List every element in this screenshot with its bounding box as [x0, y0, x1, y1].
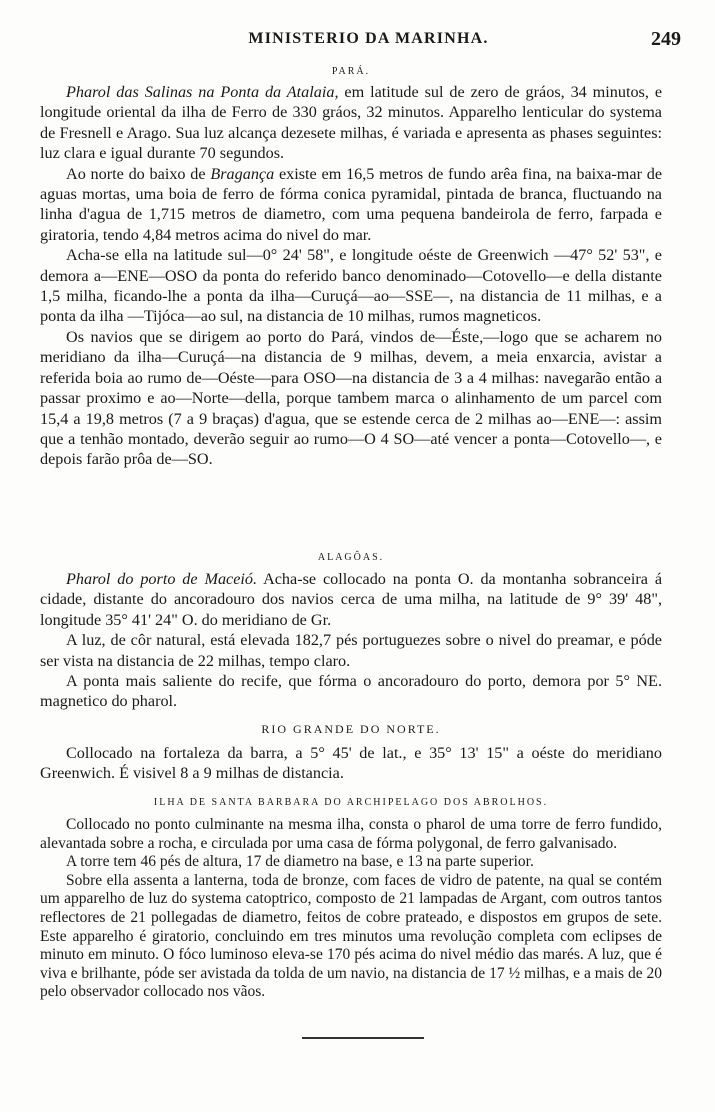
paragraph: Sobre ella assenta a lanterna, toda de bronze, com faces de vidro de patente, na qual se contém um apparelho de luz do systema catoptrico, composto de 21 lampadas de Argant, com outros tantos reflectores de 21 pollegadas de diametro, feitos de cobre prateado, e dispostos em grupos de sete. Este apparelho é giratorio, concluindo em tres minutos uma revolução completa com eclipses de minuto em minuto. O fóco luminoso eleva-se 170 pés acima do nivel médio das marés. A luz, que é viva e brilhante, póde ser avistada da tolda de um navio, na distancia de 17 ½ milhas, e a mais de 20 pelo observador collocado nos vãos. [40, 871, 662, 1001]
paragraph: Pharol das Salinas na Ponta da Atalaia, em latitude sul de zero de gráos, 34 minutos, e longitude oriental da ilha de Ferro de 330 gráos, 32 minutos. Apparelho lenticular do systema de Fresnell e Arago. Sua luz alcança dezesete milhas, é variada e apresenta as phases seguintes: luz clara e igual durante 70 segundos. [40, 83, 663, 163]
lighthouse-name: Pharol das Salinas na Ponta da Atalaia, [66, 83, 339, 101]
lighthouse-name: Pharol do porto de Maceió. [66, 570, 258, 588]
section-rio-grande [40, 722, 662, 784]
running-title: MINISTERIO DA MARINHA. [248, 30, 489, 47]
paragraph: Pharol do porto de Maceió. Acha-se collocado na ponta O. da montanha sobranceira á cidade, distante do ancoradouro dos navios cerca de uma milha, na latitude de 9° 39' 48", longitude 35° 41' 24" O. do meridiano de Gr. [40, 570, 663, 629]
section-title-alagoas: ALAGÔAS. [317, 552, 385, 563]
place-name: Bragança [210, 164, 275, 183]
closing-rule [302, 1037, 424, 1039]
section-title-rio-grande: RIO GRANDE DO NORTE. [261, 722, 441, 736]
page-number: 249 [651, 28, 681, 50]
paragraph: A luz, de côr natural, está elevada 182,7 pés portuguezes sobre o nivel do preamar, e póde ser vista na distancia de 22 milhas, tempo claro. [40, 631, 662, 670]
running-header [56, 28, 681, 58]
paragraph: Collocado no ponto culminante na mesma ilha, consta o pharol de uma torre de ferro fundido, alevantada sobre a rocha, e circulada por uma casa de fórma polygonal, de ferro galvanisado. [40, 816, 662, 852]
paragraph: Os navios que se dirigem ao porto do Pará, vindos de—Éste,—logo que se acharem no meridiano da ilha—Curuçá—na distancia de 9 milhas, devem, a meia enxarcia, avistar a referida boia ao rumo de—Oéste—para OSO—na distancia de 3 a 4 milhas: navegarão então a passar proximo e ao—Norte—della, porque tambem marca o alinhamento de um parcel com 15,4 a 19,8 metros (7 a 9 braças) d'agua, que se estende cerca de 2 milhas ao—ENE—: assim que a tenhão montado, deverão seguir ao rumo—O 4 SO—até vencer a ponta—Cotovello—, e depois farão prôa de—SO. [40, 327, 662, 469]
paragraph: A torre tem 46 pés de altura, 17 de diametro na base, e 13 na parte superior. [66, 853, 534, 871]
paragraph: Acha-se ella na latitude sul—0° 24' 58", e longitude oéste de Greenwich —47° 52' 53", e demora a—ENE—OSO da ponta do referido banco denominado—Cotovello—e della distante 1,5 milha, ficando-lhe a ponta da ilha—Curuçá—ao—SSE—, na distancia de 11 milhas, e a ponta da ilha —Tijóca—ao sul, na distancia de 10 milhas, rumos magneticos. [40, 246, 662, 326]
paragraph: A ponta mais saliente do recife, que fórma o ancoradouro do porto, demora por 5° NE. magnetico do pharol. [40, 672, 662, 711]
section-alagoas [40, 552, 662, 712]
section-santa-barbara [40, 797, 662, 1002]
section-title-para: PARÁ. [331, 66, 371, 77]
section-para [40, 66, 662, 470]
paragraph: Ao norte do baixo de Bragança existe em 16,5 metros de fundo arêa fina, na baixa-mar de aguas mortas, uma boia de ferro de fórma conica pyramidal, pintada de branca, fluctuando na linha d'agua de 1,715 metros de diametro, com uma pequena bandeirola de ferro, farpada e giratoria, tendo 4,84 metros acima do nivel do mar. [40, 164, 663, 244]
paragraph: Collocado na fortaleza da barra, a 5° 45' de lat., e 35° 13' 15" a oéste do meridiano Greenwich. É visivel 8 a 9 milhas de distancia. [40, 744, 662, 783]
section-title-santa-barbara: ILHA DE SANTA BARBARA DO ARCHIPELAGO DOS ABROLHOS. [153, 797, 549, 808]
